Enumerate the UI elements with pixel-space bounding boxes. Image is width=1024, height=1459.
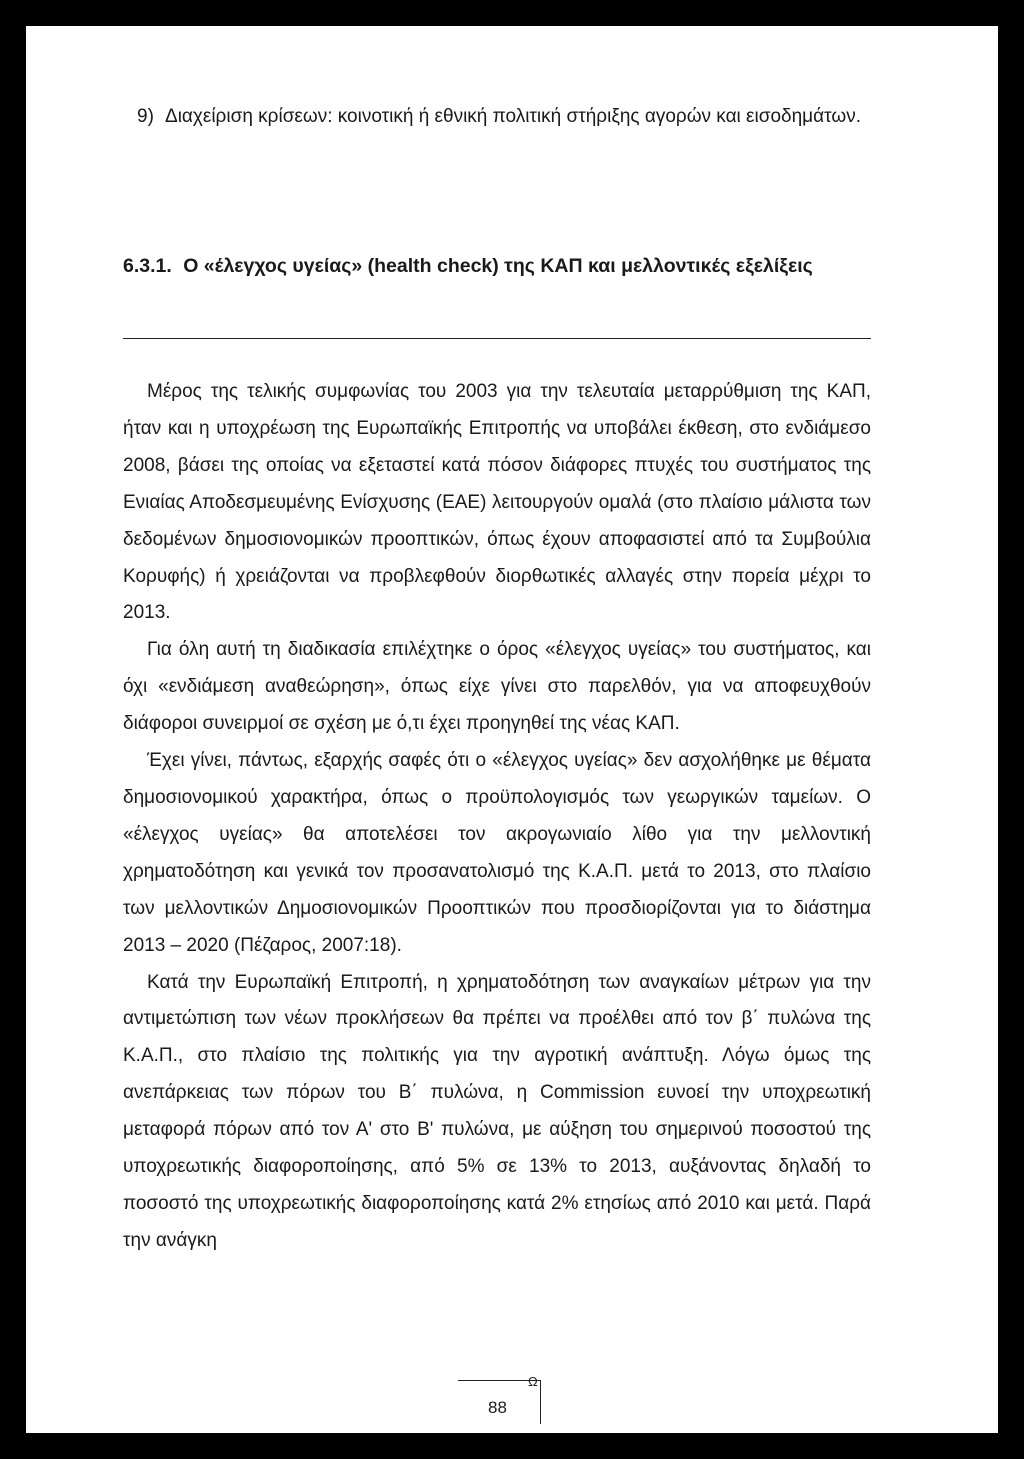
- list-item-number: 9): [137, 106, 154, 127]
- section-number: 6.3.1.: [123, 255, 172, 277]
- paragraph: Μέρος της τελικής συμφωνίας του 2003 για την τελευταία μεταρρύθμιση της ΚΑΠ, ήταν και η υποχρέωση της Ευρωπαϊκής Επιτροπής να υποβάλει έκθεση, στο ενδιάμεσο 2008, βάσει της οποίας να εξεταστεί κατά πόσον διάφορες πτυχές του συστήματος της Ενιαίας Αποδεσμευμένης Ενίσχυσης (ΕΑΕ) λειτουργούν ομαλά (στο πλαίσιο μάλιστα των δεδομένων δημοσιονομικών προοπτικών, όπως έχουν αποφασιστεί από τα Συμβούλια Κορυφής) ή χρειάζονται να προβλεφθούν διορθωτικές αλλαγές στην πορεία μέχρι το 2013.: [123, 381, 871, 624]
- section-heading: [123, 245, 871, 287]
- footer-vertical-rule: [540, 1380, 541, 1424]
- list-item-text: Διαχείριση κρίσεων: κοινοτική ή εθνική πολιτική στήριξης αγορών και εισοδημάτων.: [165, 106, 861, 127]
- paragraph: Για όλη αυτή τη διαδικασία επιλέχτηκε ο όρος «έλεγχος υγείας» του συστήματος, και όχι «ενδιάμεση αναθεώρηση», όπως είχε γίνει στο παρελθόν, για να αποφευχθούν διάφοροι συνειρμοί σε σχέση με ό,τι έχει προηγηθεί της νέας ΚΑΠ.: [123, 639, 871, 735]
- list-item: [123, 95, 871, 139]
- page-footer: [458, 1362, 546, 1434]
- body-text: [123, 374, 871, 1260]
- page-number: 88: [488, 1398, 507, 1417]
- heading-rule: [123, 338, 871, 339]
- section-title: Ο «έλεγχος υγείας» (health check) της ΚΑΠ και μελλοντικές εξελίξεις: [183, 255, 813, 277]
- footer-mark: Ω: [528, 1374, 538, 1389]
- paragraph: Κατά την Ευρωπαϊκή Επιτροπή, η χρηματοδότηση των αναγκαίων μέτρων για την αντιμετώπιση των νέων προκλήσεων θα πρέπει να προέλθει από τον β΄ πυλώνα της Κ.Α.Π., στο πλαίσιο της πολιτικής για την αγροτική ανάπτυξη. Λόγω όμως της ανεπάρκειας των πόρων του Β΄ πυλώνα, η Commission ευνοεί την υποχρεωτική μεταφορά πόρων από τον Α' στο Β' πυλώνα, με αύξηση του σημερινού ποσοστού της υποχρεωτικής διαφοροποίησης, από 5% σε 13% το 2013, αυξάνοντας δηλαδή το ποσοστό της υποχρεωτικής διαφοροποίησης κατά 2% ετησίως από 2010 και μετά. Παρά την ανάγκη: [123, 971, 871, 1251]
- paragraph: Έχει γίνει, πάντως, εξαρχής σαφές ότι ο «έλεγχος υγείας» δεν ασχολήθηκε με θέματα δημοσιονομικού χαρακτήρα, όπως ο προϋπολογισμός των γεωργικών ταμείων. Ο «έλεγχος υγείας» θα αποτελέσει τον ακρογωνιαίο λίθο για την μελλοντική χρηματοδότηση και γενικά τον προσανατολισμό της Κ.Α.Π. μετά το 2013, στο πλαίσιο των μελλοντικών Δημοσιονομικών Προοπτικών που προσδιορίζονται για το διάστημα 2013 – 2020 (Πέζαρος, 2007:18).: [123, 750, 871, 956]
